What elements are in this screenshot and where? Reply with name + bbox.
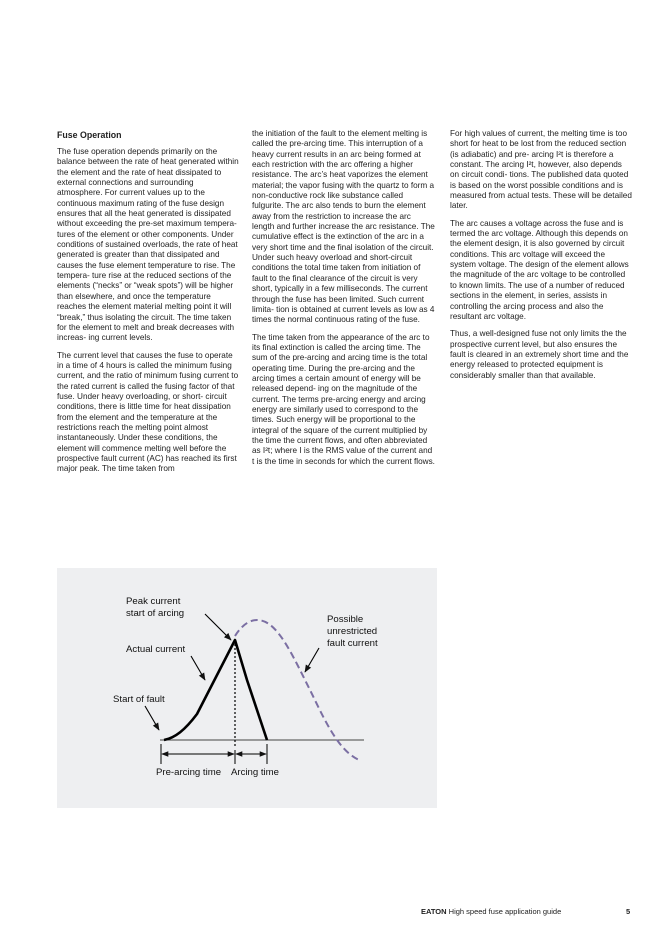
footer-guide-title: High speed fuse application guide xyxy=(448,907,562,916)
label-pre-arcing-time: Pre-arcing time xyxy=(156,767,222,778)
label-arcing-time: Arcing time xyxy=(231,767,279,778)
actual-pointer-arrow xyxy=(191,656,205,680)
footer-brand: EATON xyxy=(421,907,447,916)
page-number: 5 xyxy=(626,907,631,916)
label-start-of-fault: Start of fault xyxy=(113,694,165,705)
section-heading: Fuse Operation xyxy=(57,130,122,140)
actual-current-curve xyxy=(164,640,267,740)
footer-title xyxy=(421,907,561,916)
peak-pointer-arrow xyxy=(205,614,231,640)
paragraph: The time taken from the appearance of the arc to its final extinction is called the arcing time. The sum of the pre-arcing and arcing time is the total operating time. During the pre-arcing and the arcing times a certain amount of energy will be released depend- ing on the magnitude of the current. The terms pre-arcing energy and arcing energy are similarly used to correspond to the times. Such energy will be proportional to the integral of the square of the current multiplied by the time the current flows, and often abbreviated as I²t; where I is the RMS value of the current and t is the time in seconds for which the current flows. xyxy=(252,332,435,466)
paragraph: The arc causes a voltage across the fuse and is termed the arc voltage. Although this depends on the element design, it is also governed by circuit conditions. This arc voltage will exceed the system voltage. The design of the element allows the magnitude of the arc voltage to be controlled to known limits. The use of a number of reduced sections in the element, in series, assists in controlling the arcing process and also the resultant arc voltage. xyxy=(450,218,629,321)
paragraph: The fuse operation depends primarily on the balance between the rate of heat generated within the element and the rate of heat dissipated to external connections and surrounding atmosphere. For current values up to the continuous maximum rating of the fuse design ensures that all the heat generated is dissipated without exceeding the pre-set maximum tempera- tures of the element or other components. Under conditions of sustained overloads, the rate of heat generated is greater than that dissipated and causes the fuse element temperature to rise. The tempera- ture rise at the reduced sections of the elements (“necks” or “weak spots”) will be higher than elsewhere, and once the temperature reaches the element material melting point it will “break,” thus isolating the circuit. The time taken for the element to melt and break decreases with increas- ing current levels. xyxy=(57,147,239,343)
label-peak-current-2: start of arcing xyxy=(126,608,185,619)
label-actual-current: Actual current xyxy=(126,644,186,655)
start-pointer-arrow xyxy=(145,706,159,730)
paragraph: Thus, a well-designed fuse not only limits the the prospective current level, but also ensures the fault is cleared in an extremely short time and the energy released to protected equipment is considerably smaller than that available. xyxy=(450,329,629,380)
text-column-3 xyxy=(450,129,633,388)
label-possible-3: fault current xyxy=(327,638,378,649)
label-possible-1: Possible xyxy=(327,614,364,625)
fuse-current-diagram xyxy=(57,568,437,808)
paragraph: the initiation of the fault to the element melting is called the pre-arcing time. This interruption of a heavy current results in an arc being formed at each restriction with the arc offering a higher resistance. The arc’s heat vaporizes the element material; the vapor fusing with the quartz to form a non-conductive rock like substance called fulgurite. The arc also tends to burn the element away from the restriction to increase the arc length and further increase the arc resistance. The cumulative effect is the extinction of the arc in a very short time and the final isolation of the circuit. Under such heavy overload and short-circuit conditions the total time taken from initiation of fault to the final clearance of the circuit is very short, typically in a few milliseconds. The current through the fuse has been limited. Such current limita- tion is obtained at current levels as low as 4 times the normal continuous rating of the fuse. xyxy=(252,129,435,325)
label-peak-current-1: Peak current xyxy=(126,596,181,607)
paragraph: For high values of current, the melting time is too short for heat to be lost from the reduced section (is adiabatic) and pre- arcing I²t is therefore a constant. The arcing I²t, however, also depends on circuit condi- tions. The published data quoted is based on the worst possible conditions and is measured from actual tests. These will be detailed later. xyxy=(450,129,632,211)
paragraph: The current level that causes the fuse to operate in a time of 4 hours is called the minimum fusing current, and the ratio of minimum fusing current to the rated current is called the fusing factor of that fuse. Under heavy overloading, or short- circuit conditions, there is little time for heat dissipation from the element and the temperature at the restrictions reach the melting point almost instantaneously. Under these conditions, the element will commence melting well before the prospective fault current (AC) has reached its first major peak. The time taken from xyxy=(57,350,239,474)
text-column-2 xyxy=(252,129,435,474)
text-column-1 xyxy=(57,129,240,482)
possible-pointer-arrow xyxy=(305,648,319,672)
label-possible-2: unrestricted xyxy=(327,626,378,637)
